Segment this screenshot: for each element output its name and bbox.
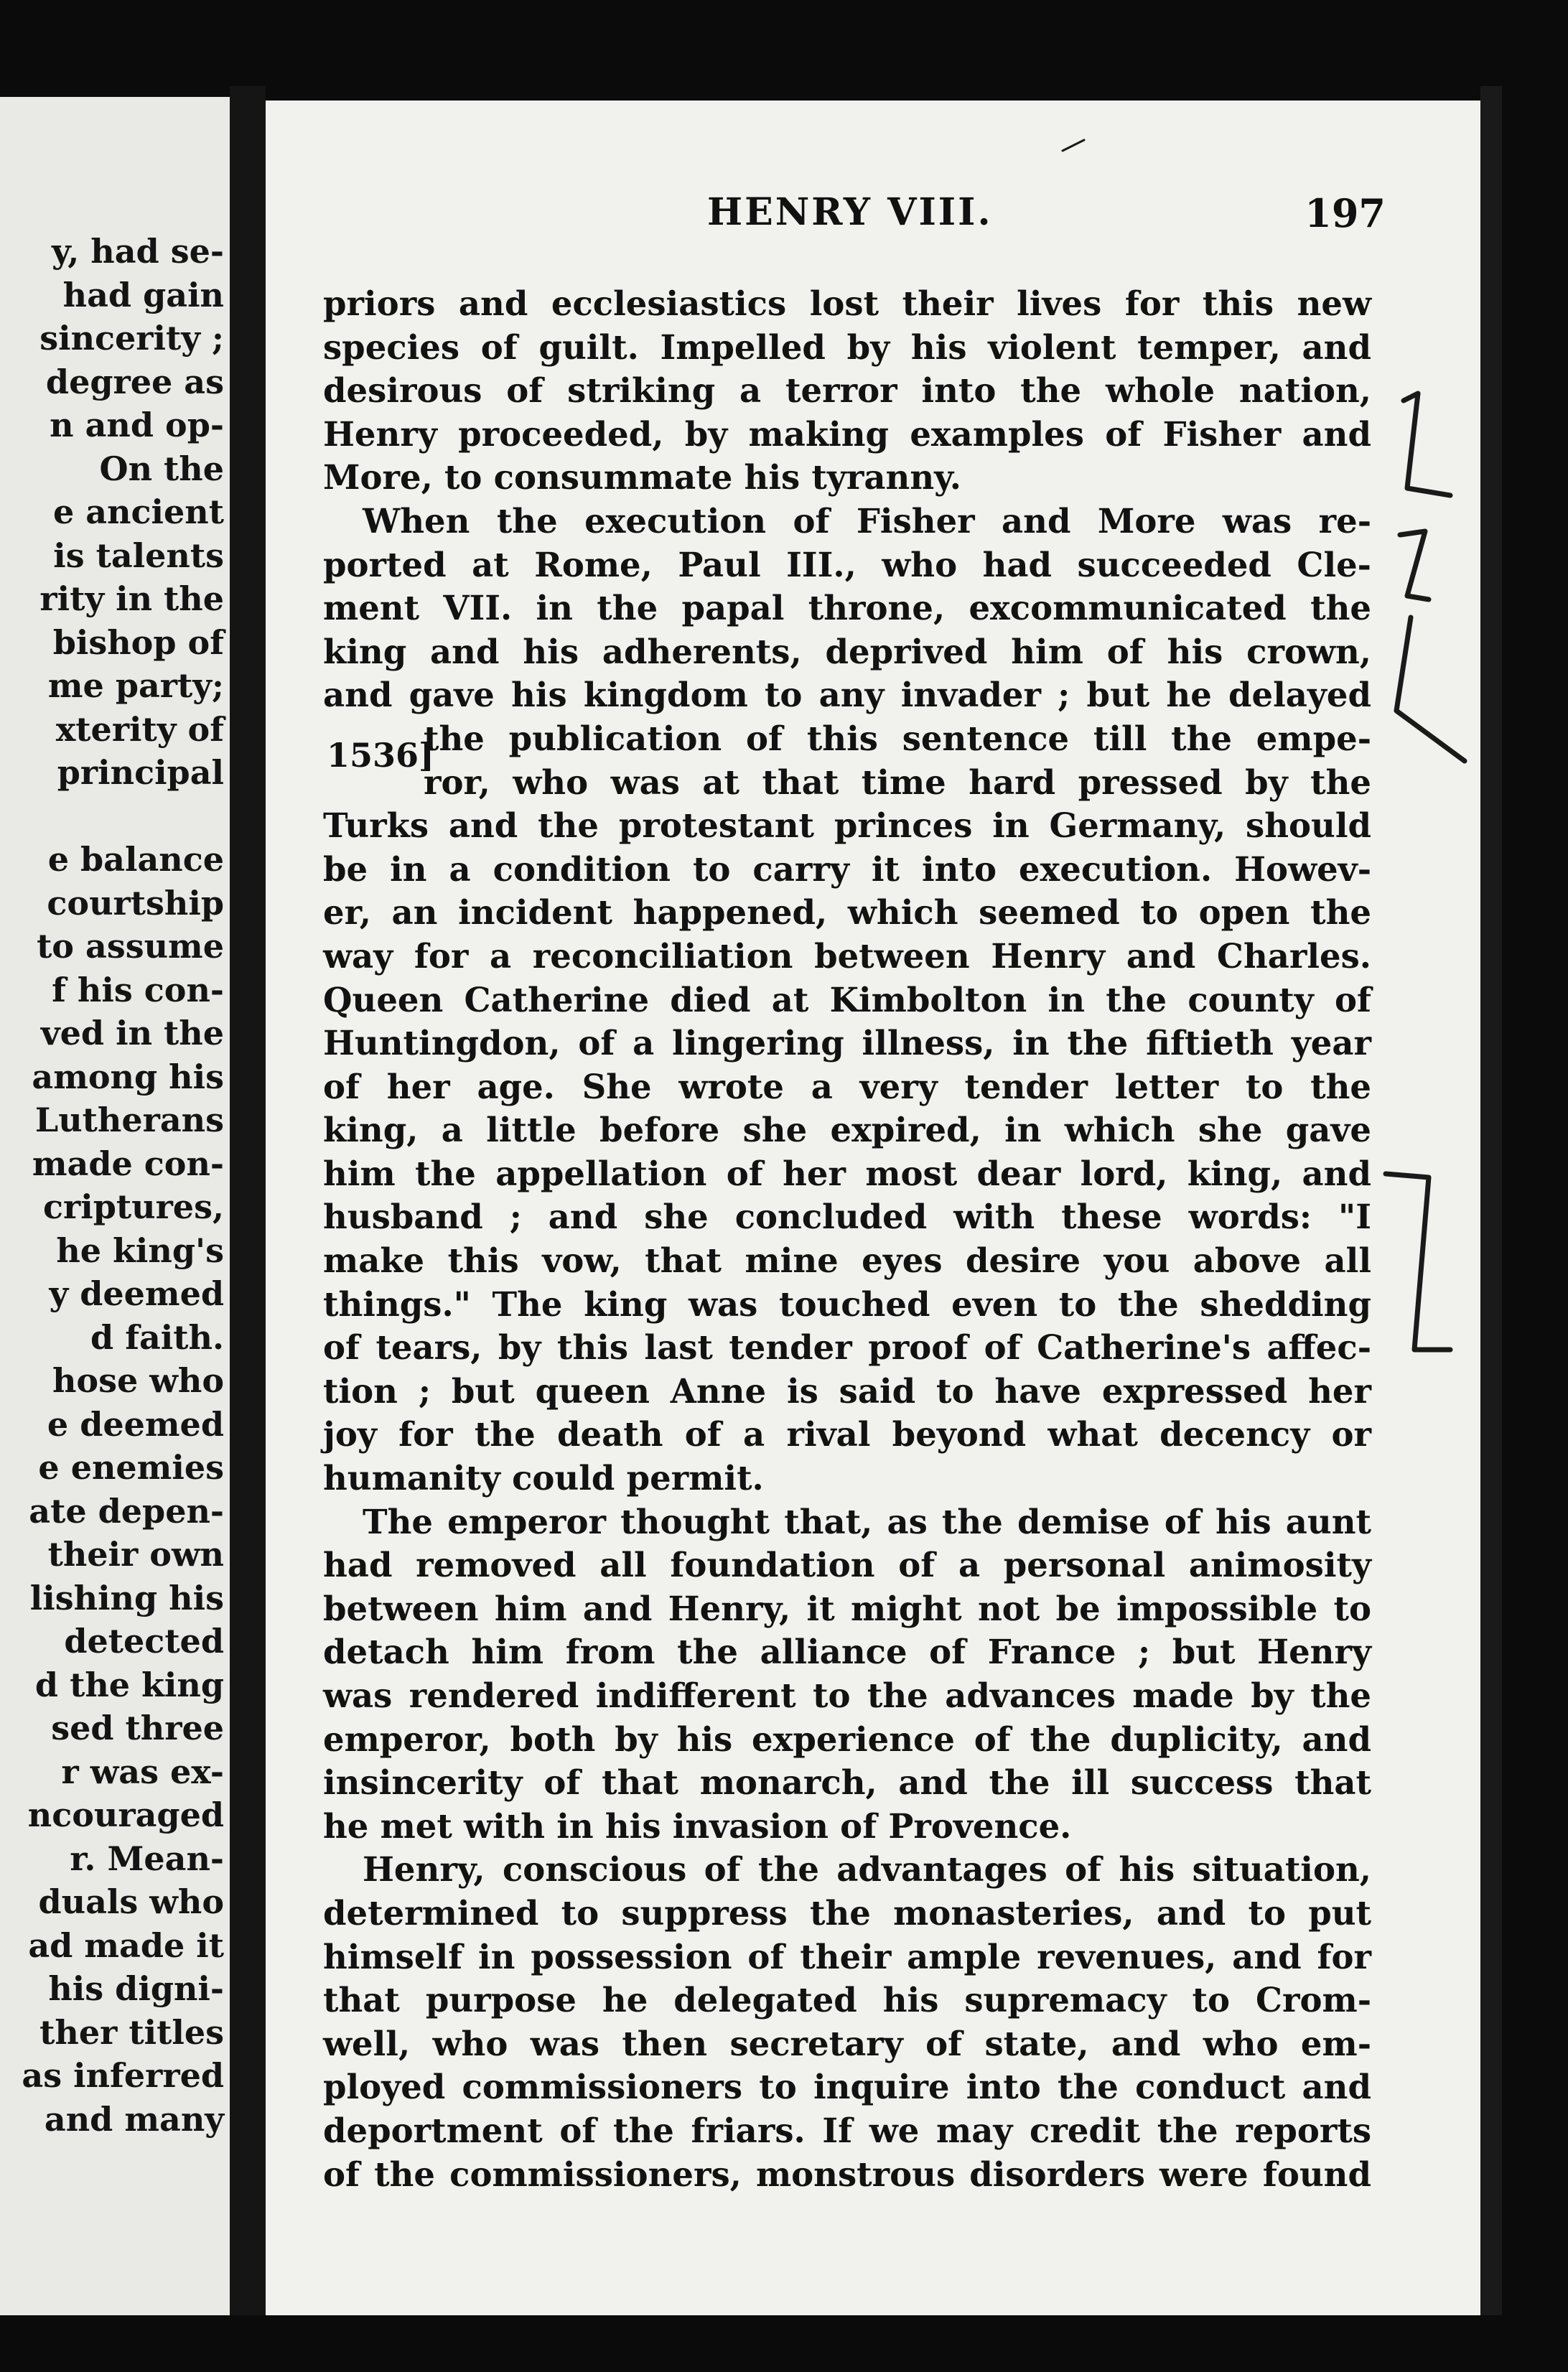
left-page-line: courtship <box>47 883 224 923</box>
text-line: way for a reconciliation between Henry and Charles. <box>323 935 1371 976</box>
left-page-line: xterity of <box>55 709 224 749</box>
text-line: of tears, by this last tender proof of Catherine's affec- <box>323 1327 1371 1368</box>
text-line: Queen Catherine died at Kimbolton in the county of <box>323 979 1371 1019</box>
text-line: detach him from the alliance of France ; but Henry <box>323 1632 1371 1672</box>
left-page-line: duals who <box>38 1882 224 1921</box>
text-line: species of guilt. Impelled by his violent temper, and <box>323 327 1371 367</box>
left-page-line: ate depen- <box>29 1491 224 1531</box>
text-line: er, an incident happened, which seemed to open the <box>323 892 1371 933</box>
left-page-line: their own <box>47 1535 224 1574</box>
left-page-line: d faith. <box>90 1317 224 1357</box>
page-edge-shadow <box>1480 86 1502 2319</box>
left-page-line: rity in the <box>39 579 224 618</box>
left-page-line: ved in the <box>40 1014 224 1052</box>
left-page-line: and many <box>44 2099 224 2139</box>
text-line: king, a little before she expired, in which she gave <box>323 1110 1371 1150</box>
running-head <box>420 190 1386 241</box>
page-body-text <box>323 282 1371 2196</box>
left-page <box>0 97 230 2315</box>
left-page-line: d the king <box>34 1665 224 1704</box>
left-page-line: principal <box>57 753 224 792</box>
text-line: determined to suppress the monasteries, and to put <box>323 1892 1371 1933</box>
text-line: emperor, both by his experience of the duplicity, and <box>323 1719 1371 1759</box>
text-line: of the commissioners, monstrous disorders were found <box>323 2154 1371 2194</box>
book-gutter <box>230 86 266 2319</box>
left-page-line: sincerity ; <box>39 319 224 358</box>
left-page-line: his digni- <box>48 1969 224 2008</box>
page-number: 197 <box>1305 190 1386 236</box>
left-page-line: made con- <box>32 1144 224 1183</box>
text-line: Henry proceeded, by making examples of Fisher and <box>323 414 1371 454</box>
text-line: ror, who was at that time hard pressed by the <box>424 762 1371 802</box>
text-line: things." The king was touched even to the shedding <box>323 1284 1371 1324</box>
left-page-line: e enemies <box>38 1448 224 1487</box>
text-line: humanity could permit. <box>323 1458 764 1498</box>
text-line: make this vow, that mine eyes desire you above all <box>323 1241 1371 1281</box>
left-page-line: ad made it <box>28 1925 224 1965</box>
left-page-line: criptures, <box>43 1187 224 1226</box>
text-line: the publication of this sentence till the empe- <box>424 718 1371 758</box>
left-page-line: he king's <box>56 1231 224 1270</box>
left-page-line: ther titles <box>39 2012 224 2052</box>
left-page-line: lishing his <box>29 1578 224 1617</box>
text-line: priors and ecclesiastics lost their lives for this new <box>323 284 1371 323</box>
left-page-line: had gain <box>62 275 224 314</box>
left-page-line: hose who <box>52 1361 224 1400</box>
left-page-line: among his <box>32 1057 224 1096</box>
text-line: The emperor thought that, as the demise of his aunt <box>363 1501 1371 1541</box>
left-page-line: On the <box>99 449 224 488</box>
left-page-line: y, had se- <box>51 232 224 271</box>
left-page-line: y deemed <box>49 1274 224 1313</box>
text-line: deportment of the friars. If we may credit the reports <box>323 2110 1371 2150</box>
left-page-line <box>0 795 224 839</box>
text-line: husband ; and she concluded with these words: "I <box>323 1197 1371 1237</box>
left-page-line: bishop of <box>52 622 224 662</box>
left-page-line: r. Mean- <box>70 1839 224 1878</box>
left-page-line: as inferred <box>22 2056 224 2095</box>
text-line: Henry, conscious of the advantages of his situation, <box>363 1849 1371 1890</box>
left-page-line: detected <box>64 1622 224 1661</box>
text-line: Turks and the protestant princes in Germany, should <box>323 806 1371 846</box>
margin-date: 1536] <box>327 736 434 775</box>
text-line: he met with in his invasion of Provence. <box>323 1806 1072 1846</box>
left-page-line: Lutherans <box>34 1101 224 1139</box>
text-line: himself in possession of their ample revenues, and for <box>323 1936 1371 1976</box>
text-line: When the execution of Fisher and More was re- <box>363 500 1371 541</box>
left-page-line: r was ex- <box>61 1752 224 1791</box>
text-line: between him and Henry, it might not be impossible to <box>323 1588 1371 1628</box>
text-line: joy for the death of a rival beyond what decency or <box>323 1414 1371 1455</box>
left-page-line: is talents <box>53 536 224 575</box>
left-page-line: to assume <box>37 927 224 966</box>
left-page-line: degree as <box>45 362 224 401</box>
text-line: ployed commissioners to inquire into the conduct and <box>323 2067 1371 2107</box>
text-line: tion ; but queen Anne is said to have expressed her <box>323 1371 1371 1411</box>
text-line: was rendered indifferent to the advances made by the <box>323 1676 1371 1715</box>
left-page-line: sed three <box>51 1709 224 1747</box>
text-line: More, to consummate his tyranny. <box>323 457 961 498</box>
left-page-line: e balance <box>47 840 224 879</box>
left-page-text <box>0 230 224 2141</box>
text-line: ported at Rome, Paul III., who had succeeded Cle- <box>323 544 1371 584</box>
text-line: ment VII. in the papal throne, excommunicated the <box>323 588 1371 628</box>
text-line: king and his adherents, deprived him of his crown, <box>323 631 1371 671</box>
left-page-line: e ancient <box>53 492 224 531</box>
left-page-line: f his con- <box>52 970 224 1009</box>
scan-border <box>0 2315 1568 2372</box>
left-page-line: e deemed <box>47 1404 224 1444</box>
left-page-line: me party; <box>47 666 224 705</box>
text-line: Huntingdon, of a lingering illness, in the fiftieth year <box>323 1023 1371 1063</box>
text-line: be in a condition to carry it into execution. Howev- <box>323 849 1371 889</box>
text-line: desirous of striking a terror into the whole nation, <box>323 370 1371 411</box>
left-page-line: ncouraged <box>27 1796 224 1834</box>
text-line: of her age. She wrote a very tender letter to the <box>323 1066 1371 1106</box>
text-line: had removed all foundation of a personal animosity <box>323 1545 1371 1585</box>
left-page-line: n and op- <box>50 406 224 444</box>
text-line: and gave his kingdom to any invader ; but he delayed <box>323 675 1371 715</box>
text-line: him the appellation of her most dear lord, king, and <box>323 1153 1371 1193</box>
text-line: insincerity of that monarch, and the ill success that <box>323 1762 1371 1803</box>
text-line: well, who was then secretary of state, and who em- <box>323 2023 1371 2063</box>
text-line: that purpose he delegated his supremacy to Crom- <box>323 1980 1371 2020</box>
running-title: HENRY VIII. <box>707 190 993 234</box>
